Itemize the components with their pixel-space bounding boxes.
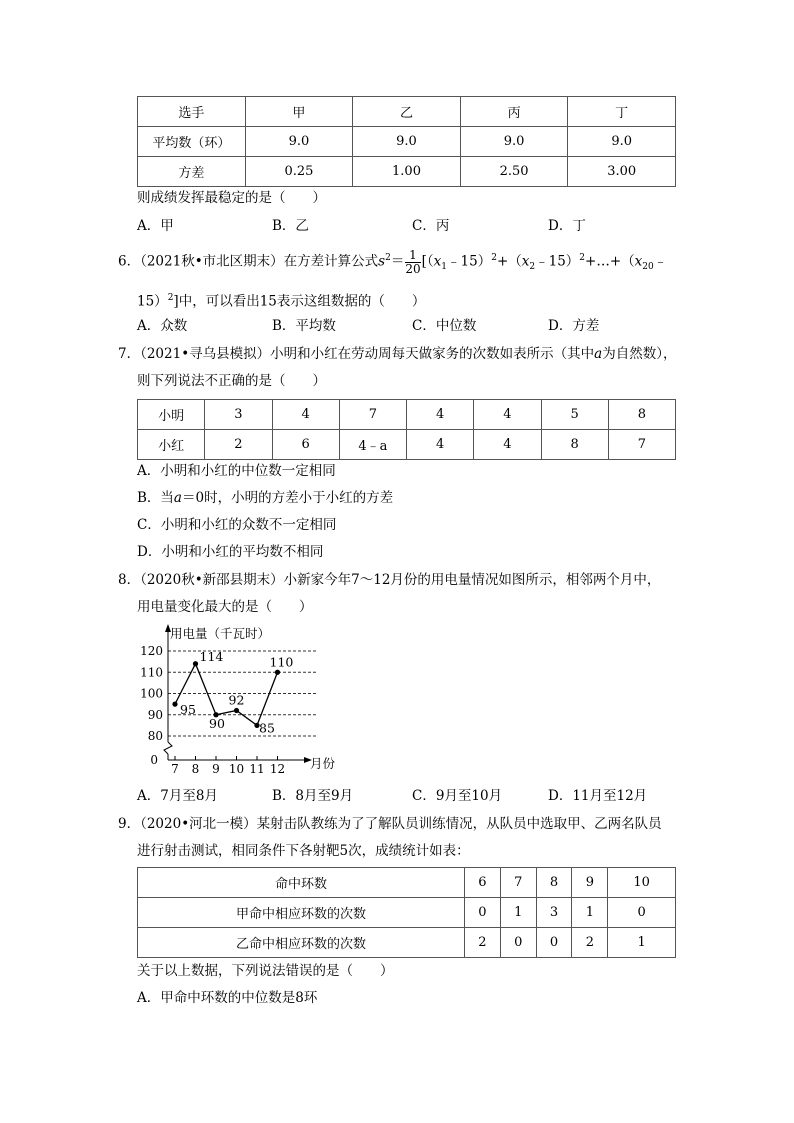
formula-sub: 1 <box>441 262 448 273</box>
table-cell: 平均数（环） <box>138 127 246 157</box>
y-tick-label: 120 <box>140 644 163 658</box>
table-cell: 2 <box>465 928 501 958</box>
table-cell: 9.0 <box>245 127 353 157</box>
q7-table <box>137 399 676 460</box>
formula-part: 15） <box>137 293 168 310</box>
table-cell: 9 <box>572 868 608 898</box>
table-cell: 3 <box>536 898 572 928</box>
x-tick-label: 8 <box>191 762 200 776</box>
formula-part: +（ <box>496 253 522 270</box>
data-label: 90 <box>209 715 225 731</box>
table-cell: 选手 <box>138 97 246 127</box>
q5-option-a: A．甲 <box>137 218 174 234</box>
table-cell: 0 <box>500 928 536 958</box>
x-axis-label: 月份 <box>310 756 336 771</box>
q5-table <box>137 96 676 187</box>
table-cell: 2 <box>205 430 272 460</box>
variable-a: a <box>173 490 182 506</box>
table-row <box>138 430 676 460</box>
q6-option-b: B．平均数 <box>272 318 336 334</box>
table-cell: 4 <box>272 400 339 430</box>
x-tick-label: 11 <box>249 762 265 776</box>
table-row <box>138 157 676 187</box>
table-cell: 小明 <box>138 400 205 430</box>
formula-eq: ＝ <box>390 253 405 270</box>
x-tick-label: 10 <box>228 762 245 776</box>
formula-part: ﹣ <box>653 253 668 270</box>
q9-line1: 9．（2020•河北一模）某射击队教练为了了解队员训练情况，从队员中选取甲、乙两名队员 <box>118 816 662 832</box>
q8-option-a: A．7月至8月 <box>137 788 218 804</box>
formula-part: +…+（ <box>585 253 635 270</box>
data-point <box>275 670 280 675</box>
data-point <box>193 661 198 666</box>
formula-sup: 2 <box>167 293 174 303</box>
table-cell: 丁 <box>568 97 676 127</box>
q6-prefix: 6．（2021秋•市北区期末）在方差计算公式 <box>118 253 379 270</box>
x-tick-label: 9 <box>212 762 220 776</box>
formula-part: ﹣15） <box>535 253 580 270</box>
table-cell: 6 <box>465 868 501 898</box>
table-cell: 0 <box>536 928 572 958</box>
table-cell: 命中环数 <box>138 868 465 898</box>
q9-option-a: A．甲命中环数的中位数是8环 <box>137 990 318 1006</box>
q5-option-c: C．丙 <box>412 218 450 234</box>
option-b-part: B．当 <box>137 490 174 506</box>
table-cell: 6 <box>272 430 339 460</box>
data-label: 114 <box>199 648 224 664</box>
table-cell: 3.00 <box>568 157 676 187</box>
formula-sup: 2 <box>491 253 497 263</box>
table-cell: 小红 <box>138 430 205 460</box>
q8-option-b: B．8月至9月 <box>272 788 354 804</box>
table-cell: 7 <box>608 430 675 460</box>
formula-sub: 2 <box>529 262 536 273</box>
table-cell: 9.0 <box>460 127 568 157</box>
table-row <box>138 868 676 898</box>
table-cell: 1 <box>572 898 608 928</box>
table-cell: 4 <box>474 430 541 460</box>
formula-x: x <box>521 253 530 270</box>
table-cell: 0 <box>608 898 676 928</box>
formula-part: [（ <box>421 253 434 270</box>
axis-break-icon <box>164 742 172 754</box>
fraction-denominator: 20 <box>405 261 421 276</box>
formula-sup: 2 <box>385 253 391 263</box>
y-tick-label: 110 <box>140 665 163 680</box>
q6-option-d: D．方差 <box>548 318 600 334</box>
y-tick-label: 100 <box>140 686 163 701</box>
chart-marks <box>172 649 293 736</box>
q7-option-d: D．小明和小红的平均数不相同 <box>137 544 324 560</box>
q5-option-d: D．丁 <box>548 218 586 234</box>
q6-question: ]中，可以看出15表示这组数据的（ ） <box>173 293 426 310</box>
table-row <box>138 97 676 127</box>
table-cell: 7 <box>500 868 536 898</box>
table-cell: 方差 <box>138 157 246 187</box>
table-cell: 1 <box>608 928 676 958</box>
x-tick-label: 7 <box>171 762 179 776</box>
x-tick-label: 12 <box>269 762 286 776</box>
q5-option-b: B．乙 <box>272 218 309 234</box>
data-label: 110 <box>269 654 294 670</box>
q9-question: 关于以上数据，下列说法错误的是（ ） <box>137 963 394 979</box>
table-cell: 甲 <box>245 97 353 127</box>
table-cell: 4 <box>474 400 541 430</box>
q5-question: 则成绩发挥最稳定的是（ ） <box>137 190 326 206</box>
table-row <box>138 127 676 157</box>
table-cell: 10 <box>608 868 676 898</box>
data-label: 85 <box>259 720 275 736</box>
q7-line1 <box>118 344 676 364</box>
y-tick-label: 90 <box>147 707 163 722</box>
q8-option-d: D．11月至12月 <box>548 788 648 804</box>
q8-line1: 8．（2020秋•新邵县期末）小新家今年7～12月份的用电量情况如图所示，相邻两个月中， <box>118 572 661 588</box>
table-row <box>138 400 676 430</box>
table-cell: 7 <box>339 400 406 430</box>
table-row <box>138 928 676 958</box>
formula-x: x <box>634 253 643 270</box>
q7-option-c: C．小明和小红的众数不一定相同 <box>137 517 337 533</box>
y-axis-label: 用电量（千瓦时） <box>170 626 271 641</box>
table-cell: 9.0 <box>568 127 676 157</box>
q6-option-a: A．众数 <box>137 318 188 334</box>
table-cell: 8 <box>608 400 675 430</box>
q7-option-b <box>137 488 393 508</box>
table-cell: 甲命中相应环数的次数 <box>138 898 465 928</box>
table-cell: 乙 <box>353 97 461 127</box>
q7-option-a: A．小明和小红的中位数一定相同 <box>137 463 336 479</box>
option-b-part: ＝0时，小明的方差小于小红的方差 <box>181 490 394 506</box>
table-cell: 2.50 <box>460 157 568 187</box>
data-label: 92 <box>228 692 245 708</box>
table-cell: 9.0 <box>353 127 461 157</box>
table-cell: 0 <box>465 898 501 928</box>
table-cell: 1 <box>500 898 536 928</box>
data-point <box>172 702 177 707</box>
data-point <box>234 708 239 713</box>
y-tick-label: 80 <box>147 729 163 743</box>
q6-option-c: C．中位数 <box>412 318 477 334</box>
data-label: 95 <box>180 702 196 718</box>
table-cell: 2 <box>572 928 608 958</box>
q8-line2: 用电量变化最大的是（ ） <box>137 599 313 615</box>
table-cell: 1.00 <box>353 157 461 187</box>
table-cell: 乙命中相应环数的次数 <box>138 928 465 958</box>
formula-sub: 20 <box>642 262 654 273</box>
electricity-line-chart <box>138 622 348 782</box>
table-row <box>138 898 676 928</box>
q9-line2: 进行射击测试，相同条件下各射靶5次，成绩统计如表： <box>137 843 470 859</box>
table-cell: 3 <box>205 400 272 430</box>
q8-option-c: C．9月至10月 <box>412 788 503 804</box>
table-cell: 4﹣a <box>339 430 406 460</box>
table-cell: 5 <box>541 400 608 430</box>
q9-table <box>137 867 676 958</box>
q6-line2 <box>137 288 425 312</box>
variable-a: a <box>594 346 603 362</box>
q7-stem: 7．（2021•寻乌县模拟）小明和小红在劳动周每天做家务的次数如表所示（其中 <box>118 346 595 362</box>
q6-stem <box>118 244 667 281</box>
table-cell: 8 <box>536 868 572 898</box>
q7-line2: 则下列说法不正确的是（ ） <box>137 373 326 389</box>
formula-sup: 2 <box>579 253 586 263</box>
formula-x: x <box>433 253 442 270</box>
formula-fraction <box>405 249 420 276</box>
formula-s: s <box>378 253 386 270</box>
table-cell: 8 <box>541 430 608 460</box>
table-cell: 丙 <box>460 97 568 127</box>
table-cell: 4 <box>407 430 474 460</box>
table-cell: 4 <box>407 400 474 430</box>
q7-stem-end: 为自然数）， <box>602 346 677 362</box>
formula-part: ﹣15） <box>447 253 492 270</box>
origin-label: 0 <box>150 753 158 767</box>
table-cell: 0.25 <box>245 157 353 187</box>
fraction-numerator: 1 <box>405 249 420 263</box>
